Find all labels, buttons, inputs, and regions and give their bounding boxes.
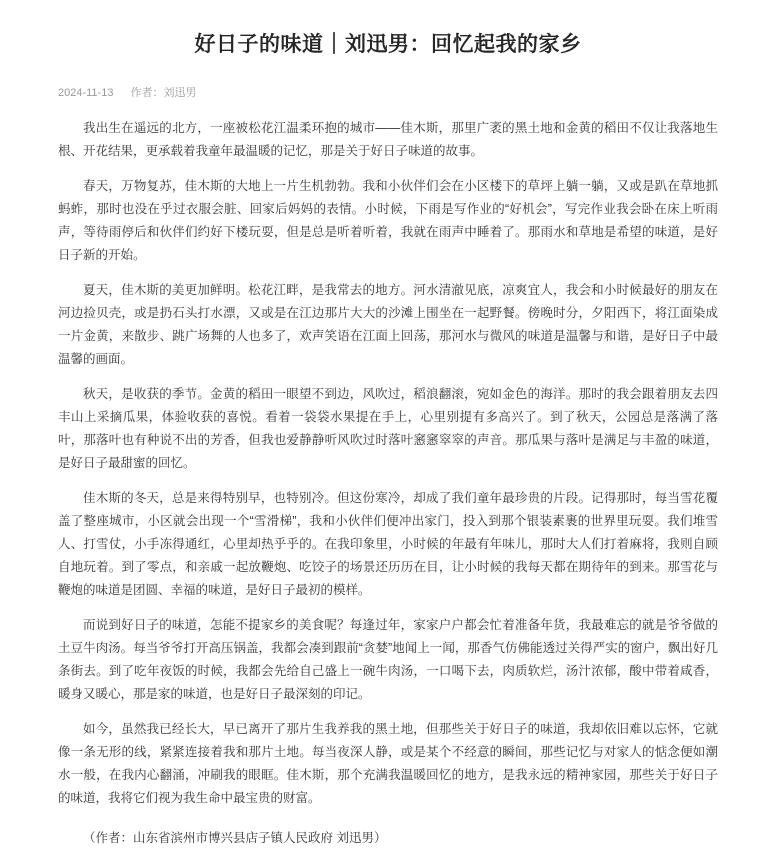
article-body xyxy=(58,117,718,810)
paragraph-autumn: 秋天，是收获的季节。金黄的稻田一眼望不到边，风吹过，稻浪翻滚，宛如金色的海洋。那时的我会跟着朋友去四丰山上采摘瓜果，体验收获的喜悦。看着一袋袋水果提在手上，心里别提有多高兴了。到了秋天，公园总是落满了落叶，那落叶也有种说不出的芳香，但我也爱静静听风吹过时落叶窸窸窣窣的声音。那瓜果与落叶是满足与丰盈的味道，是好日子最甜蜜的回忆。 xyxy=(58,387,718,470)
paragraph-food: 而说到好日子的味道，怎能不提家乡的美食呢？每逢过年，家家户户都会忙着准备年货，我最难忘的就是爷爷做的土豆牛肉汤。每当爷爷打开高压锅盖，我都会凑到跟前“贪婪”地闻上一闻，那香气仿佛能透过关得严实的窗户，飘出好几条街去。到了吃年夜饭的时候，我都会先给自己盛上一碗牛肉汤，一口喝下去，肉质软烂，汤汁浓郁，酸中带着咸香，暖身又暖心，那是家的味道，也是好日子最深刻的印记。 xyxy=(58,618,718,701)
paragraph-summer: 夏天，佳木斯的美更加鲜明。松花江畔，是我常去的地方。河水清澈见底，凉爽宜人，我会和小时候最好的朋友在河边捡贝壳，或是扔石头打水漂，又或是在江边那片大大的沙滩上围坐在一起野餐。傍晚时分，夕阳西下，将江面染成一片金黄，来散步、跳广场舞的人也多了，欢声笑语在江面上回荡，那河水与微风的味道是温馨与和谐，是好日子中最温馨的画面。 xyxy=(58,283,718,366)
paragraph-spring: 春天，万物复苏，佳木斯的大地上一片生机勃勃。我和小伙伴们会在小区楼下的草坪上躺一躺，又或是趴在草地抓蚂蚱，那时也没在乎过衣服会脏、回家后妈妈的表情。小时候，下雨是写作业的“好机会”，写完作业我会卧在床上听雨声，等待雨停后和伙伴们约好下楼玩耍，但是总是听着听着，我就在雨声中睡着了。那雨水和草地是希望的味道，是好日子新的开始。 xyxy=(58,179,718,262)
paragraph-winter: 佳木斯的冬天，总是来得特别早，也特别冷。但这份寒冷，却成了我们童年最珍贵的片段。记得那时，每当雪花覆盖了整座城市，小区就会出现一个“雪滑梯”，我和小伙伴们便冲出家门，投入到那个银装素裹的世界里玩耍。我们堆雪人、打雪仗，小手冻得通红，心里却热乎乎的。在我印象里，小时候的年最有年味儿，那时大人们打着麻将，我则自顾自地玩着。到了零点，和亲戚一起放鞭炮、吃饺子的场景还历历在目，让小时候的我每天都在期待年的到来。那雪花与鞭炮的味道是团圆、幸福的味道，是好日子最初的模样。 xyxy=(58,491,718,597)
article-date: 2024-11-13 xyxy=(58,87,114,99)
paragraph-now: 如今，虽然我已经长大，早已离开了那片生我养我的黑土地，但那些关于好日子的味道，我却依旧难以忘怀，它就像一条无形的线，紧紧连接着我和那片土地。每当夜深人静，或是某个不经意的瞬间，那些记忆与对家人的惦念便如潮水一般，在我内心翻涌，冲刷我的眼眶。佳木斯，那个充满我温暖回忆的地方，是我永远的精神家园，那些关于好日子的味道，我将它们视为我生命中最宝贵的财富。 xyxy=(58,722,718,805)
article-meta xyxy=(58,86,718,101)
page-title: 好日子的味道｜刘迅男：回忆起我的家乡 xyxy=(194,33,582,56)
article-footer-attribution: （作者：山东省滨州市博兴县店子镇人民政府 刘迅男） xyxy=(83,831,387,845)
paragraph-intro: 我出生在遥远的北方，一座被松花江温柔环抱的城市——佳木斯，那里广袤的黑土地和金黄的稻田不仅让我落地生根、开花结果，更承载着我童年最温暖的记忆，那是关于好日子味道的故事。 xyxy=(58,121,718,158)
article-page xyxy=(0,30,775,845)
article-author: 作者：刘迅男 xyxy=(130,87,197,99)
